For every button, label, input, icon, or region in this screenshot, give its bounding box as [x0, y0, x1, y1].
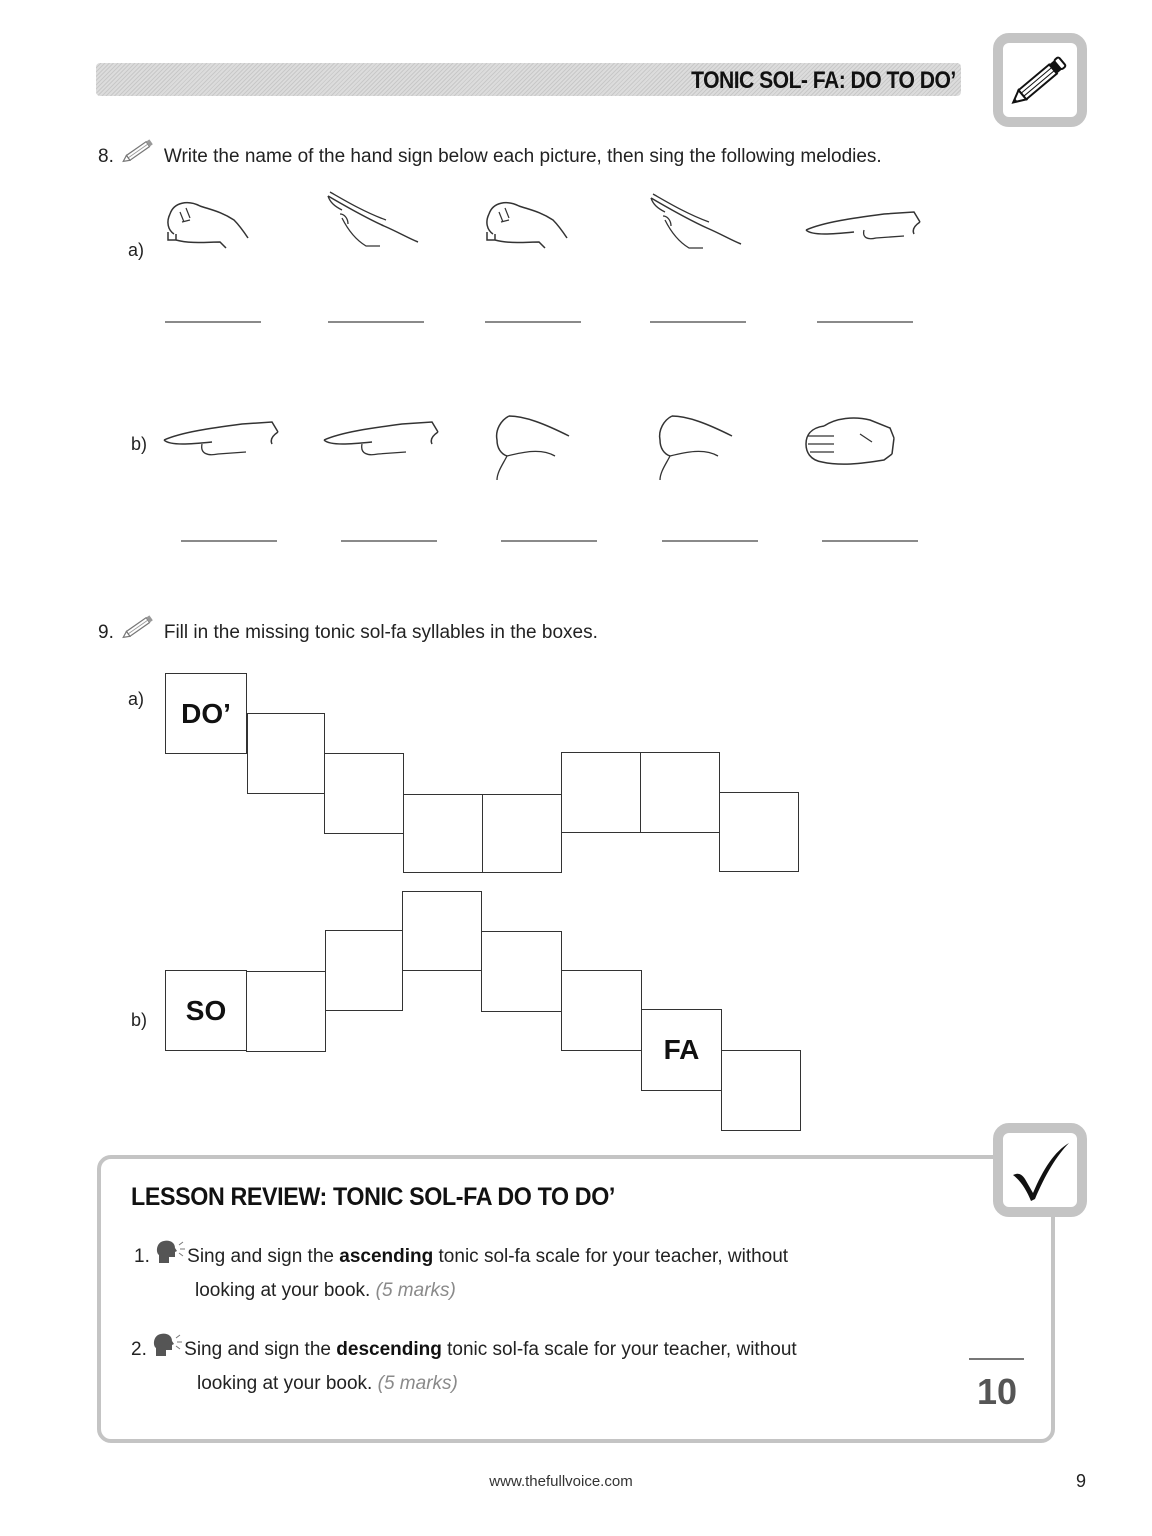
- pencil-icon: [120, 614, 156, 646]
- review-item-1: 1. Sing and sign the ascending tonic sol-fa scale for your teacher, without looking at your book. (5 marks): [134, 1239, 788, 1306]
- question-9-text: Fill in the missing tonic sol-fa syllables in the boxes.: [163, 622, 598, 643]
- hand-sign-fist-icon: [479, 192, 599, 272]
- solfa-box-empty[interactable]: [324, 753, 404, 834]
- page-number: 9: [1076, 1471, 1087, 1491]
- pencil-icon: [120, 138, 156, 170]
- answer-line[interactable]: [341, 540, 437, 542]
- row-label-b: b): [131, 434, 148, 454]
- solfa-box-empty[interactable]: [325, 930, 403, 1011]
- solfa-box-empty[interactable]: [719, 792, 799, 872]
- question-8-prompt: [98, 138, 882, 170]
- question-number: 8.: [98, 146, 114, 167]
- row-label-a: a): [128, 240, 145, 260]
- page-title: TONIC SOL- FA: DO TO DO’: [691, 67, 956, 94]
- hand-sign-thumb-down-icon: [648, 410, 768, 490]
- solfa-box-empty[interactable]: [247, 713, 325, 794]
- answer-line[interactable]: [485, 321, 581, 323]
- solfa-box: FA: [641, 1009, 722, 1091]
- answer-line[interactable]: [817, 321, 913, 323]
- question-8-text: Write the name of the hand sign below each picture, then sing the following melodies.: [163, 146, 882, 167]
- solfa-box: DO’: [165, 673, 247, 754]
- solfa-box-empty[interactable]: [482, 794, 562, 873]
- hand-sign-flat-hand-icon: [322, 410, 442, 490]
- answer-line[interactable]: [662, 540, 758, 542]
- answer-line[interactable]: [822, 540, 918, 542]
- item-number: 2.: [131, 1339, 147, 1360]
- answer-line[interactable]: [181, 540, 277, 542]
- solfa-box-empty[interactable]: [640, 752, 720, 833]
- question-number: 9.: [98, 622, 114, 643]
- answer-line[interactable]: [165, 321, 261, 323]
- hand-sign-thumb-down-icon: [485, 410, 605, 490]
- hand-sign-palm-icon: [800, 410, 920, 490]
- hand-sign-angled-hand-icon: [645, 192, 765, 272]
- item-number: 1.: [134, 1246, 150, 1267]
- marks-label: (5 marks): [375, 1280, 456, 1301]
- answer-line[interactable]: [501, 540, 597, 542]
- checkmark-icon: [1003, 1133, 1077, 1207]
- solfa-box-empty[interactable]: [246, 971, 326, 1052]
- score-total: 10: [976, 1371, 1018, 1412]
- solfa-box-empty[interactable]: [481, 931, 562, 1012]
- solfa-box-empty[interactable]: [561, 970, 642, 1051]
- hand-sign-fist-icon: [160, 192, 280, 272]
- review-title: LESSON REVIEW: TONIC SOL-FA DO TO DO’: [131, 1183, 616, 1211]
- pencil-icon-frame: [993, 33, 1087, 127]
- marks-label: (5 marks): [377, 1373, 458, 1394]
- answer-line[interactable]: [650, 321, 746, 323]
- solfa-box-empty[interactable]: [403, 794, 483, 873]
- speaking-head-icon: [155, 1239, 187, 1275]
- solfa-box-empty[interactable]: [561, 752, 641, 833]
- hand-sign-flat-hand-icon: [804, 200, 924, 280]
- solfa-box: SO: [165, 970, 247, 1051]
- score-blank-line[interactable]: [969, 1358, 1024, 1360]
- footer-url: www.thefullvoice.com: [489, 1473, 633, 1490]
- pencil-icon: [1003, 43, 1077, 117]
- row-label-a: a): [128, 689, 145, 709]
- hand-sign-angled-hand-icon: [322, 190, 442, 270]
- solfa-box-empty[interactable]: [402, 891, 482, 971]
- review-item-2: 2. Sing and sign the descending tonic sol-fa scale for your teacher, without looking at your book. (5 marks): [131, 1332, 797, 1399]
- question-9-prompt: [98, 614, 598, 646]
- speaking-head-icon: [152, 1332, 184, 1368]
- checkmark-icon-frame: [993, 1123, 1087, 1217]
- hand-sign-flat-hand-icon: [162, 410, 282, 490]
- row-label-b: b): [131, 1010, 148, 1030]
- solfa-box-empty[interactable]: [721, 1050, 801, 1131]
- answer-line[interactable]: [328, 321, 424, 323]
